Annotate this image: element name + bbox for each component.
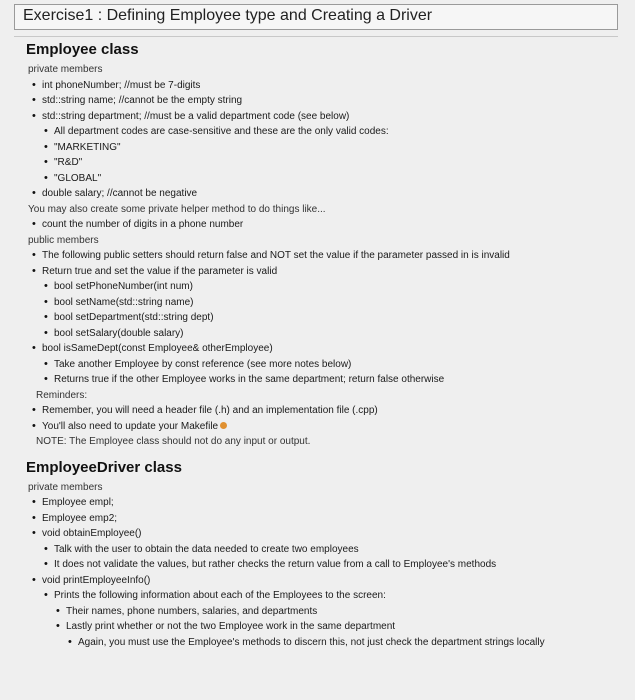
list-item: • Again, you must use the Employee's methods to discern this, not just check the department strings locally [14,635,624,651]
driver-private-label: private members [28,481,103,493]
list-item: • Employee empl; [14,495,624,511]
list-item: • Prints the following information about each of the Employees to the screen: [14,588,624,604]
reminders-label: Reminders: [36,389,88,401]
helper-note: You may also create some private helper method to do things like... [28,203,326,215]
list-item: • std::string department; //must be a valid department code (see below) [14,109,624,125]
warning-icon [220,422,227,429]
employee-note: NOTE: The Employee class should not do any input or output. [36,436,311,447]
list-item: • Returns true if the other Employee works in the same department; return false otherwise [14,372,624,388]
document-body [14,38,624,650]
list-item: • The following public setters should return false and NOT set the value if the parameter passed in is invalid [14,248,624,264]
page-title: Exercise1 : Defining Employee type and Creating a Driver [14,4,618,30]
driver-class-heading: EmployeeDriver class [26,458,182,476]
list-item: • Return true and set the value if the parameter is valid [14,264,624,280]
list-item [14,419,624,435]
list-item: • bool setPhoneNumber(int num) [14,279,624,295]
list-item: • "MARKETING" [14,140,624,156]
list-item: • bool setDepartment(std::string dept) [14,310,624,326]
list-item: • "R&D" [14,155,624,171]
list-item: • void obtainEmployee() [14,526,624,542]
list-item: • double salary; //cannot be negative [14,186,624,202]
list-item: • Talk with the user to obtain the data needed to create two employees [14,542,624,558]
list-item: • Their names, phone numbers, salaries, and departments [14,604,624,620]
list-item: • std::string name; //cannot be the empty string [14,93,624,109]
list-item: • count the number of digits in a phone number [14,217,624,233]
list-item: • "GLOBAL" [14,171,624,187]
reminder-text: You'll also need to update your Makefile [42,420,219,432]
list-item: • All department codes are case-sensitive and these are the only valid codes: [14,124,624,140]
list-item: • void printEmployeeInfo() [14,573,624,589]
title-divider [14,36,618,37]
employee-private-label: private members [28,64,103,75]
employee-class-heading: Employee class [26,41,139,58]
list-item: • bool setName(std::string name) [14,295,624,311]
employee-public-label: public members [28,234,99,246]
list-item: • bool isSameDept(const Employee& otherEmployee) [14,341,624,357]
list-item: • It does not validate the values, but rather checks the return value from a call to Employee's methods [14,557,624,573]
list-item: • Lastly print whether or not the two Employee work in the same department [14,619,624,635]
list-item: • Take another Employee by const reference (see more notes below) [14,357,624,373]
list-item: • bool setSalary(double salary) [14,326,624,342]
list-item: • Remember, you will need a header file (.h) and an implementation file (.cpp) [14,403,624,419]
list-item: • Employee emp2; [14,511,624,527]
list-item: • int phoneNumber; //must be 7-digits [14,78,624,94]
